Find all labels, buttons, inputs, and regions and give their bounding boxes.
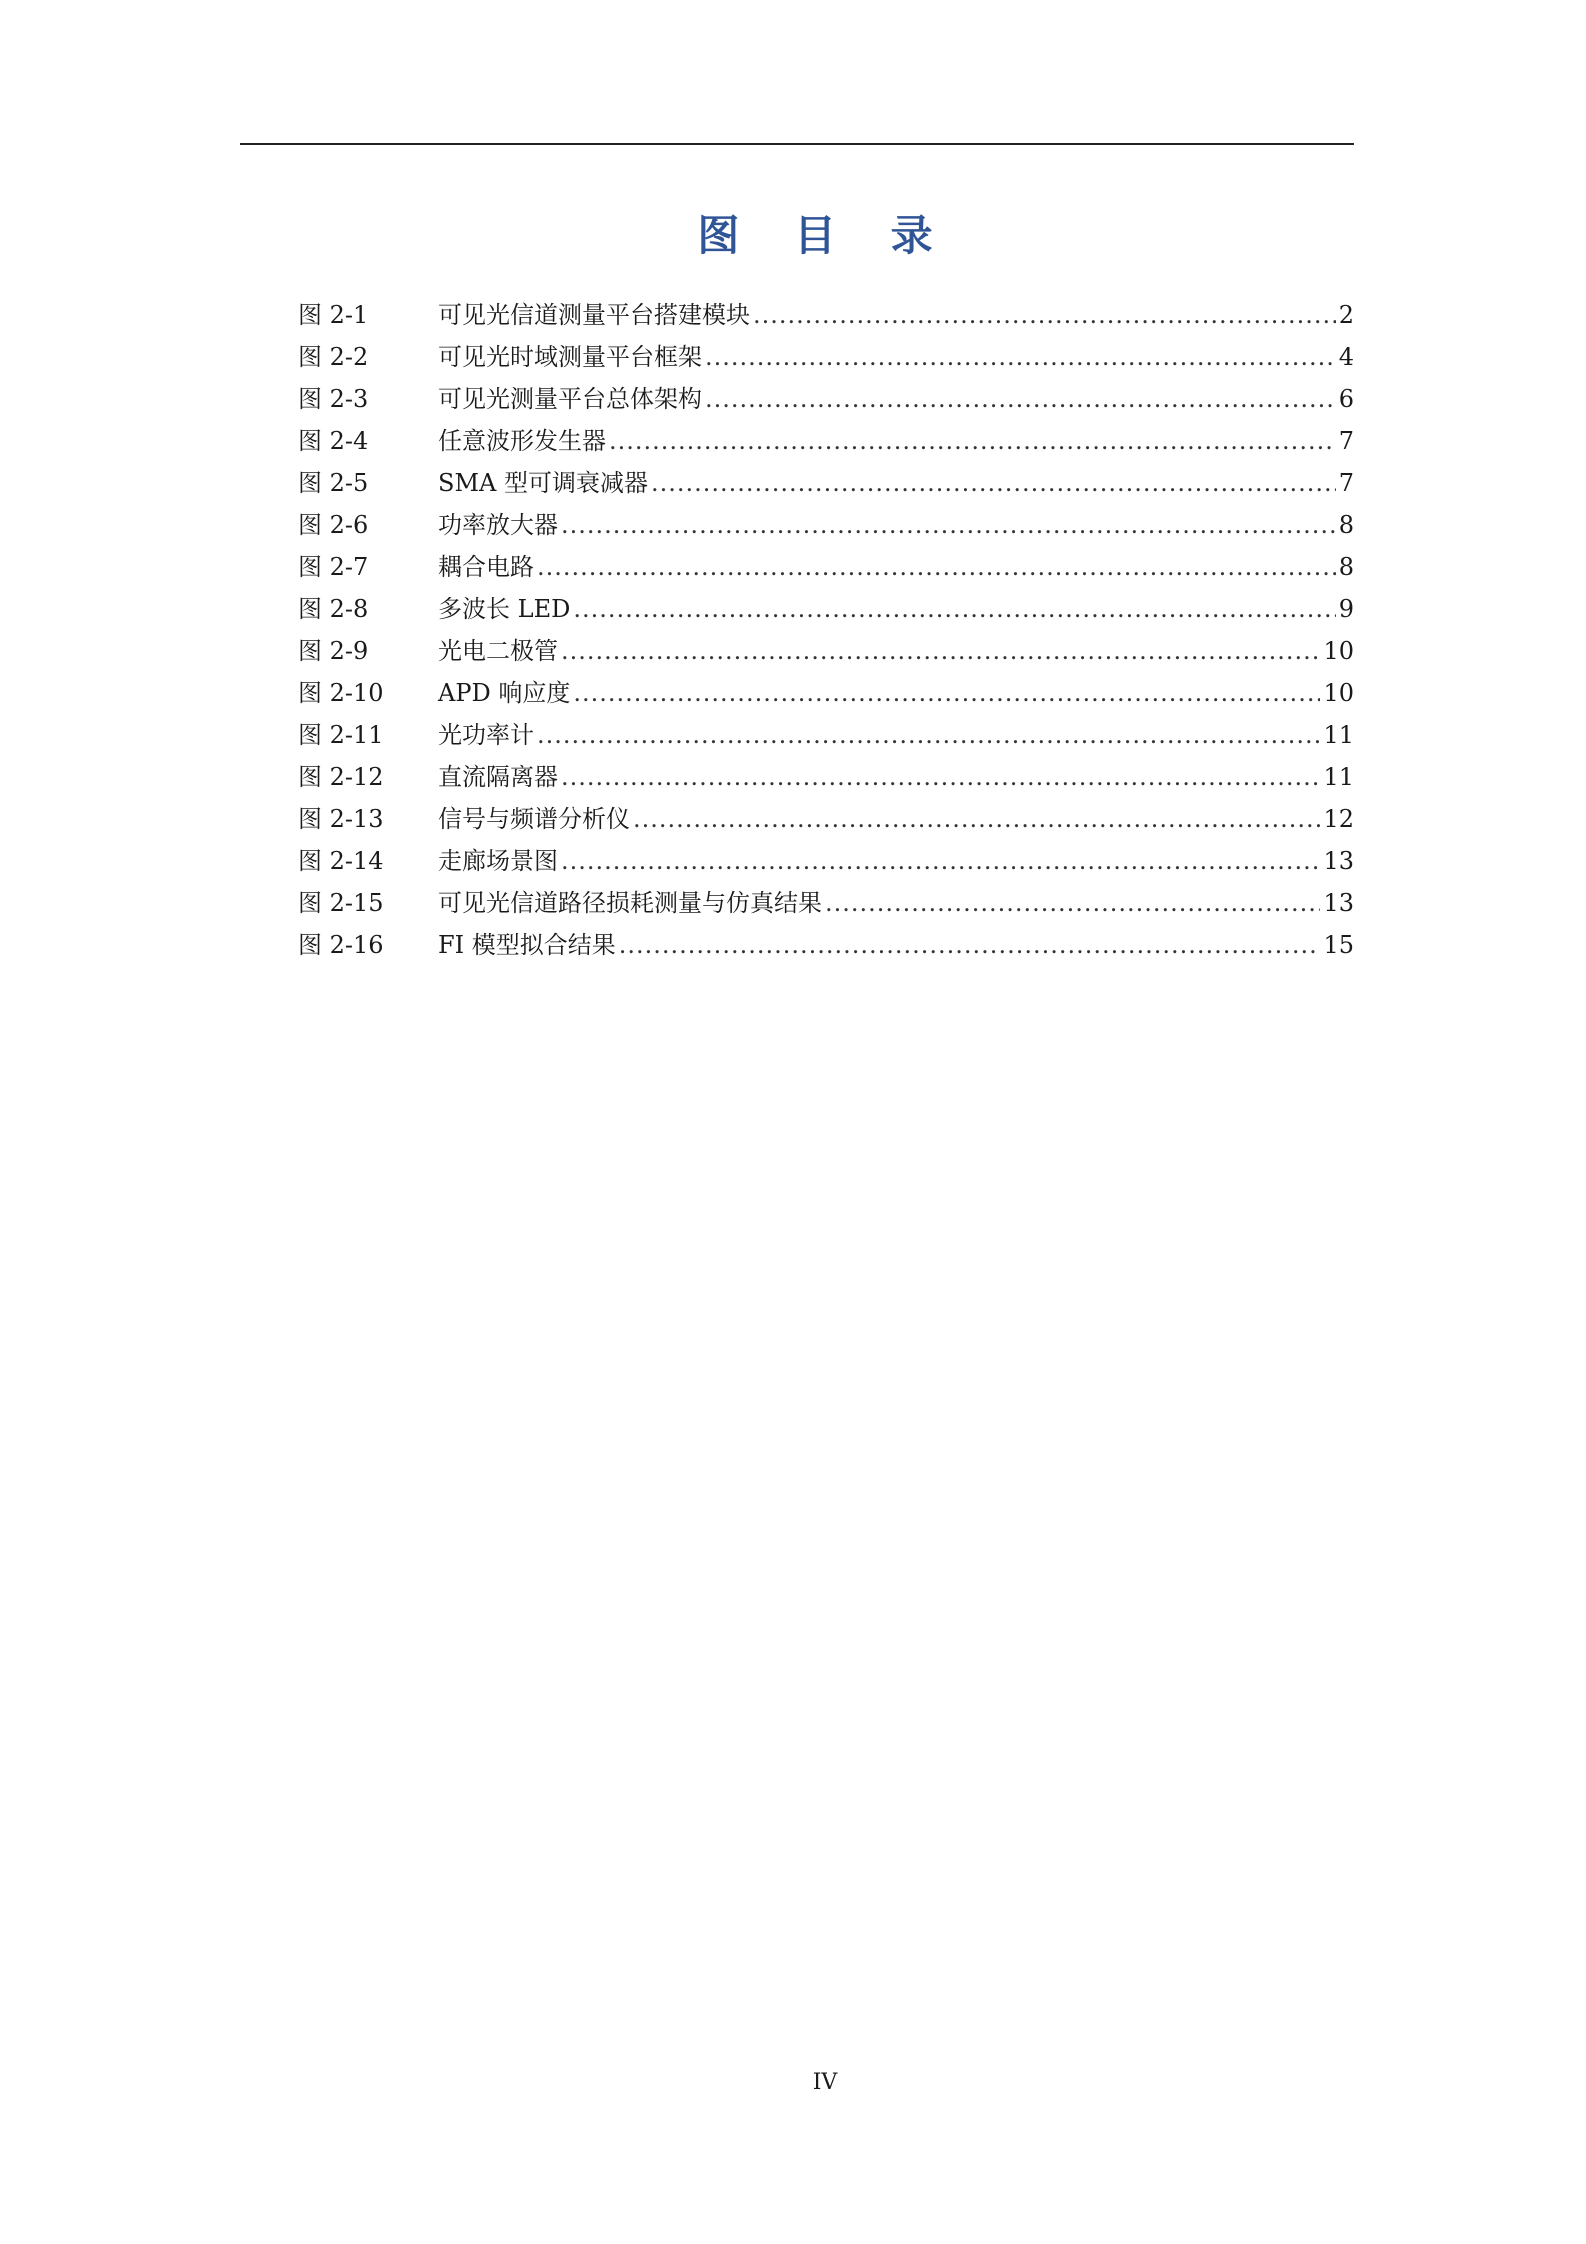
toc-entry[interactable] xyxy=(298,588,1354,630)
toc-entry[interactable] xyxy=(298,630,1354,672)
toc-entry-page-number: 8 xyxy=(1338,553,1354,581)
toc-entry-title: 任意波形发生器 xyxy=(438,427,606,455)
toc-dot-leader xyxy=(573,588,1335,630)
toc-entry[interactable] xyxy=(298,336,1354,378)
toc-entry-title: SMA 型可调衰减器 xyxy=(438,469,648,497)
toc-entry-page-number: 7 xyxy=(1338,469,1354,497)
toc-dot-leader xyxy=(651,462,1336,504)
toc-entry[interactable] xyxy=(298,504,1354,546)
toc-entry-title: 多波长 LED xyxy=(438,595,571,623)
toc-entry[interactable] xyxy=(298,840,1354,882)
toc-entry[interactable] xyxy=(298,714,1354,756)
toc-entry-label: 图 2-15 xyxy=(298,889,384,917)
toc-entry-label: 图 2-1 xyxy=(298,301,369,329)
toc-entry-page-number: 10 xyxy=(1323,637,1354,665)
toc-dot-leader xyxy=(537,714,1320,756)
toc-entry-label: 图 2-11 xyxy=(298,721,384,749)
toc-entry-title: 可见光信道测量平台搭建模块 xyxy=(438,301,750,329)
toc-entry-label: 图 2-9 xyxy=(298,637,369,665)
toc-entry[interactable] xyxy=(298,672,1354,714)
toc-entry-page-number: 13 xyxy=(1323,889,1354,917)
toc-entry-label: 图 2-3 xyxy=(298,385,369,413)
toc-entry-page-number: 8 xyxy=(1338,511,1354,539)
toc-entry-title: 信号与频谱分析仪 xyxy=(438,805,630,833)
toc-entry-title: 直流隔离器 xyxy=(438,763,558,791)
toc-dot-leader xyxy=(561,630,1320,672)
toc-entry-label: 图 2-14 xyxy=(298,847,384,875)
toc-entry-label: 图 2-13 xyxy=(298,805,384,833)
toc-entry-label: 图 2-5 xyxy=(298,469,369,497)
toc-entry-label: 图 2-6 xyxy=(298,511,369,539)
toc-entry-page-number: 6 xyxy=(1338,385,1354,413)
toc-entry-title: 光功率计 xyxy=(438,721,534,749)
toc-dot-leader xyxy=(825,882,1320,924)
toc-entry-label: 图 2-16 xyxy=(298,931,384,959)
toc-entry[interactable] xyxy=(298,378,1354,420)
page-number: IV xyxy=(812,2070,838,2095)
toc-entry[interactable] xyxy=(298,462,1354,504)
toc-dot-leader xyxy=(537,546,1336,588)
toc-dot-leader xyxy=(619,924,1321,966)
page-title: 图 目 录 xyxy=(697,211,953,260)
toc-dot-leader xyxy=(609,420,1336,462)
toc-entry-page-number: 11 xyxy=(1323,763,1354,791)
toc-entry-page-number: 15 xyxy=(1323,931,1354,959)
header-rule xyxy=(240,143,1354,145)
toc-entry-title: 耦合电路 xyxy=(438,553,534,581)
toc-entry[interactable] xyxy=(298,798,1354,840)
toc-entry-label: 图 2-2 xyxy=(298,343,369,371)
toc-dot-leader xyxy=(633,798,1320,840)
toc-entry[interactable] xyxy=(298,546,1354,588)
toc-dot-leader xyxy=(573,672,1320,714)
toc-dot-leader xyxy=(753,294,1336,336)
toc-entry-title: 走廊场景图 xyxy=(438,847,558,875)
toc-entry-page-number: 10 xyxy=(1323,679,1354,707)
toc-dot-leader xyxy=(561,840,1320,882)
toc-entry-label: 图 2-8 xyxy=(298,595,369,623)
toc-entry[interactable] xyxy=(298,420,1354,462)
toc-entry[interactable] xyxy=(298,924,1354,966)
toc-entry-page-number: 11 xyxy=(1323,721,1354,749)
toc-dot-leader xyxy=(705,336,1336,378)
toc-entry-label: 图 2-4 xyxy=(298,427,369,455)
toc-entry-page-number: 2 xyxy=(1338,301,1354,329)
toc-entry-title: 可见光时域测量平台框架 xyxy=(438,343,702,371)
toc-dot-leader xyxy=(705,378,1336,420)
toc-entry-page-number: 9 xyxy=(1338,595,1354,623)
toc-entry-page-number: 4 xyxy=(1338,343,1354,371)
toc-entry-page-number: 13 xyxy=(1323,847,1354,875)
toc-entry-page-number: 12 xyxy=(1323,805,1354,833)
toc-entry[interactable] xyxy=(298,756,1354,798)
toc-entry-title: 光电二极管 xyxy=(438,637,558,665)
toc-entry[interactable] xyxy=(298,882,1354,924)
list-of-figures xyxy=(298,294,1354,966)
toc-dot-leader xyxy=(561,756,1320,798)
toc-entry-title: 可见光测量平台总体架构 xyxy=(438,385,702,413)
toc-entry-page-number: 7 xyxy=(1338,427,1354,455)
toc-entry[interactable] xyxy=(298,294,1354,336)
toc-entry-label: 图 2-12 xyxy=(298,763,384,791)
toc-entry-title: FI 模型拟合结果 xyxy=(438,931,616,959)
toc-entry-label: 图 2-7 xyxy=(298,553,369,581)
toc-dot-leader xyxy=(561,504,1336,546)
toc-entry-title: 可见光信道路径损耗测量与仿真结果 xyxy=(438,889,822,917)
toc-entry-title: 功率放大器 xyxy=(438,511,558,539)
toc-entry-label: 图 2-10 xyxy=(298,679,384,707)
toc-entry-title: APD 响应度 xyxy=(438,679,571,707)
